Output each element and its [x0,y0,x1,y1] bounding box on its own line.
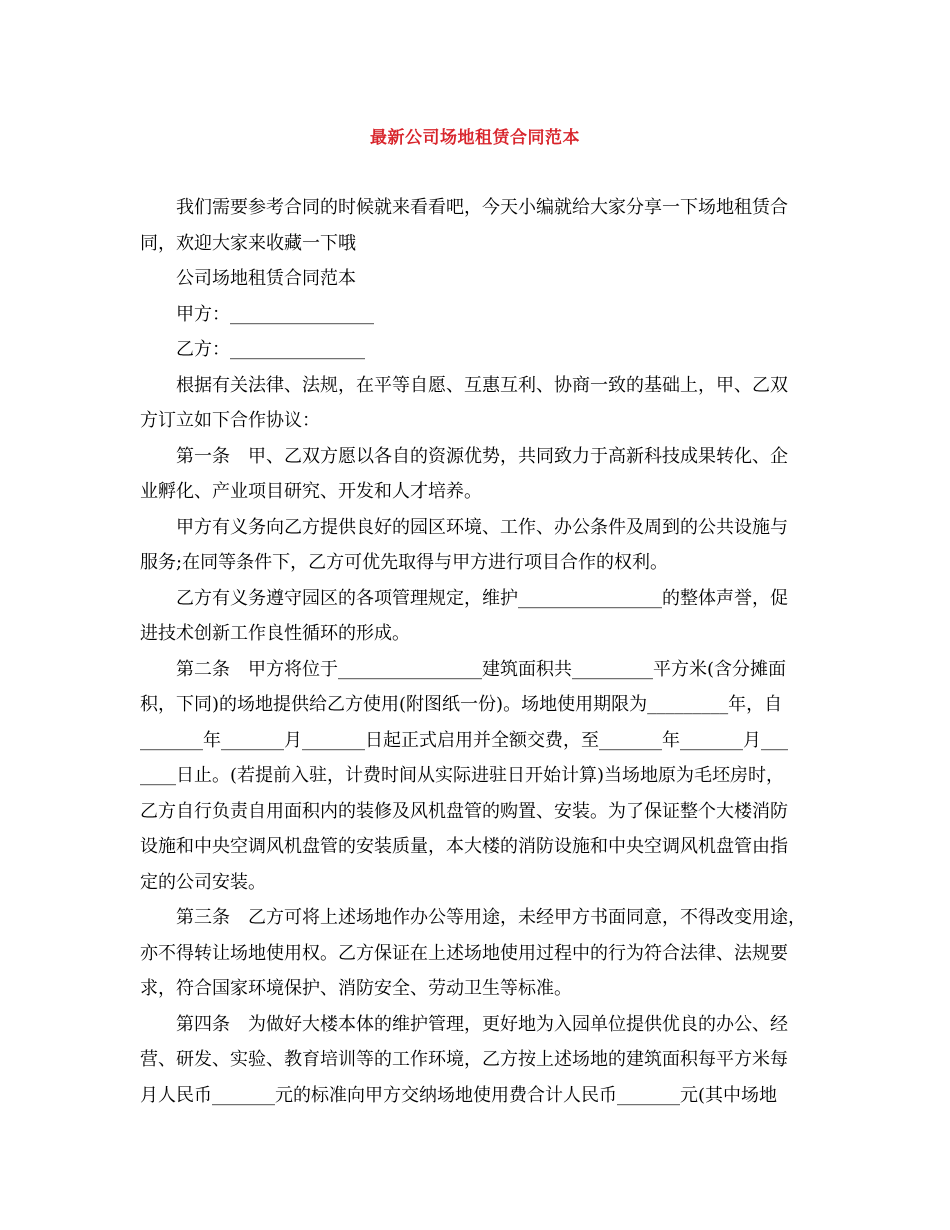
paragraph-line: 同，欢迎大家来收藏一下哦 [140,232,356,254]
paragraph-line: 根据有关法律、法规，在平等自愿、互惠互利、协商一致的基础上，甲、乙双 [176,374,788,396]
paragraph-line: 甲方：________________ [176,303,374,325]
paragraph [140,900,812,1007]
paragraph-line: 我们需要参考合同的时候就来看看吧，今天小编就给大家分享一下场地租赁合 [176,197,788,218]
paragraph [140,581,812,652]
paragraph-line: 第一条 甲、乙双方愿以各自的资源优势，共同致力于高新科技成果转化、企 [176,445,788,467]
paragraph-line: 积，下同)的场地提供给乙方使用(附图纸一份)。场地使用期限为_________年，自 [140,694,783,715]
document-body [140,190,812,1113]
paragraph-line: 进技术创新工作良性循环的形成。 [140,623,410,644]
paragraph-line: 第四条 为做好大楼本体的维护管理，更好地为入园单位提供优良的办公、经 [176,1013,788,1035]
paragraph-line: 营、研发、实验、教育培训等的工作环境，乙方按上述场地的建筑面积每平方米每 [140,1049,788,1070]
paragraph-line: 定的公司安装。 [140,871,266,893]
paragraph-line: 第二条 甲方将位于________________建筑面积共_________平方米(含分摊面 [176,658,787,680]
paragraph-line: 方订立如下合作协议： [140,410,320,431]
paragraph [140,439,812,510]
paragraph-line: 乙方：_______________ [176,339,365,360]
paragraph-line: 求，符合国家环境保护、消防安全、劳动卫生等标准。 [140,978,572,999]
paragraph-line: 乙方自行负责自用面积内的装修及风机盘管的购置、安装。为了保证整个大楼消防 [140,800,788,822]
paragraph [140,261,812,297]
paragraph-line: 甲方有义务向乙方提供良好的园区环境、工作、办公条件及周到的公共设施与 [176,516,788,538]
paragraph-line: 亦不得转让场地使用权。乙方保证在上述场地使用过程中的行为符合法律、法规要 [140,942,788,964]
paragraph [140,368,812,439]
paragraph [140,1007,812,1114]
paragraph-line: _______年_______月_______日起正式启用并全额交费，至_______年_______月___ [140,729,788,751]
paragraph-line: 公司场地租赁合同范本 [176,268,356,289]
paragraph-line: 业孵化、产业项目研究、开发和人才培养。 [140,481,482,502]
paragraph-line: 乙方有义务遵守园区的各项管理规定，维护________________的整体声誉，促 [176,587,788,609]
paragraph [140,190,812,261]
paragraph [140,332,812,368]
paragraph-line: 月人民币_______元的标准向甲方交纳场地使用费合计人民币_______元(其中场地 [140,1084,778,1106]
paragraph-line: 服务;在同等条件下，乙方可优先取得与甲方进行项目合作的权利。 [140,552,669,573]
paragraph [140,510,812,581]
paragraph-line: 第三条 乙方可将上述场地作办公等用途，未经甲方书面同意，不得改变用途， [176,907,806,928]
paragraph [140,297,812,333]
paragraph [140,652,812,901]
paragraph-line: 设施和中央空调风机盘管的安装质量，本大楼的消防设施和中央空调风机盘管由指 [140,836,788,857]
document-title: 最新公司场地租赁合同范本 [370,128,580,148]
paragraph-line: ____日止。(若提前入驻，计费时间从实际进驻日开始计算)当场地原为毛坯房时， [140,765,785,786]
